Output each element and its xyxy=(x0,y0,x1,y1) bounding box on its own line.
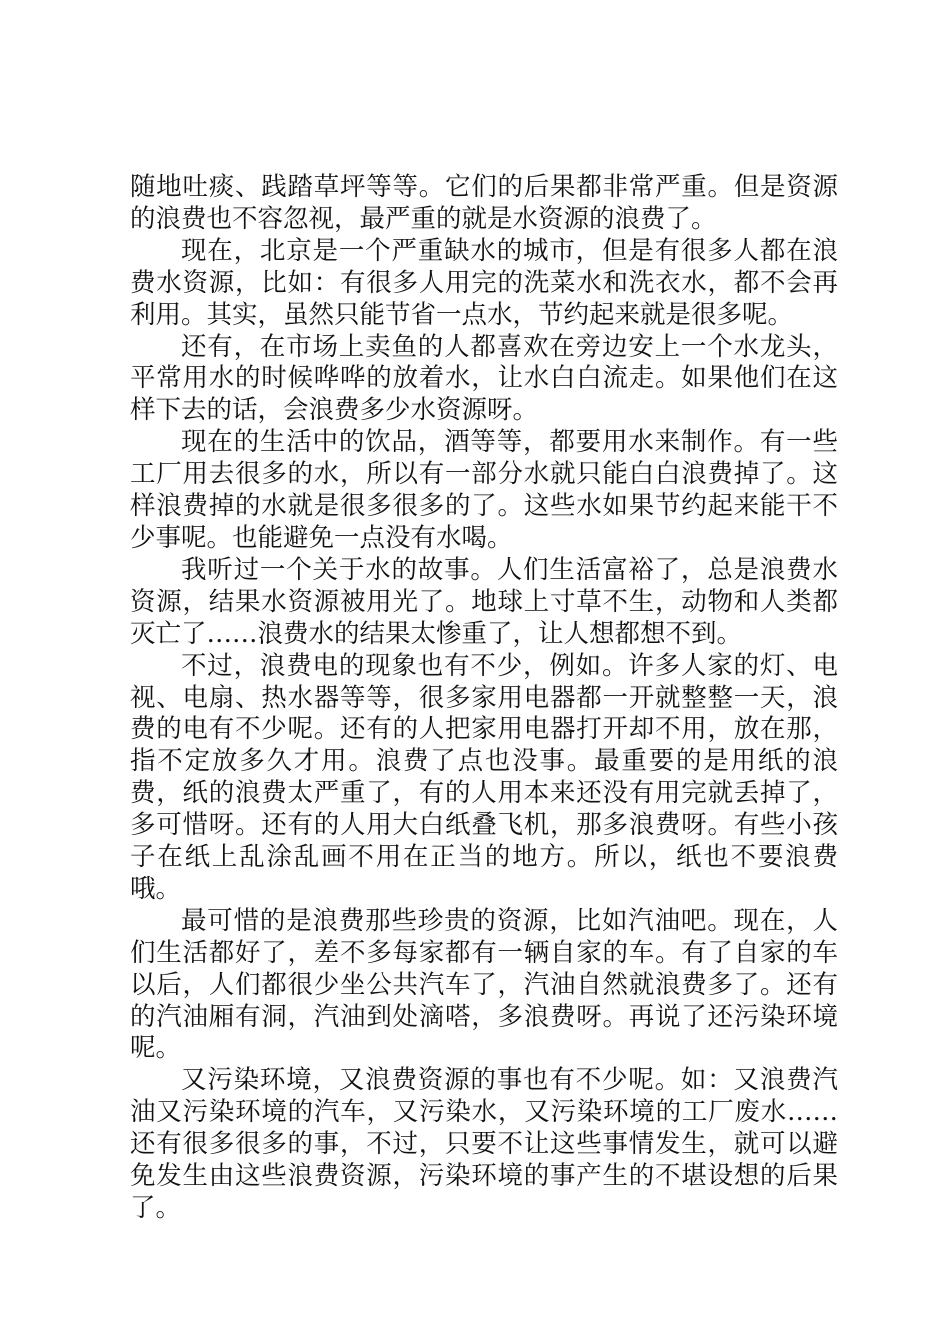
paragraph-4: 现在的生活中的饮品，酒等等，都要用水来制作。有一些工厂用去很多的水，所以有一部分水就只能白白浪费掉了。这样浪费掉的水就是很多很多的了。这些水如果节约起来能干不少事呢。也能避免一点没有水喝。 xyxy=(130,427,838,553)
paragraph-8: 又污染环境，又浪费资源的事也有不少呢。如：又浪费汽油又污染环境的汽车，又污染水，又污染环境的工厂废水……还有很多很多的事，不过，只要不让这些事情发生，就可以避免发生由这些浪费资源，污染环境的事产生的不堪设想的后果了。 xyxy=(130,1065,838,1223)
document-body xyxy=(130,172,838,1225)
paragraph-6: 不过，浪费电的现象也有不少，例如。许多人家的灯、电视、电扇、热水器等等，很多家用电器都一开就整整一天，浪费的电有不少呢。还有的人把家用电器打开却不用，放在那，指不定放多久才用。浪费了点也没事。最重要的是用纸的浪费，纸的浪费太严重了，有的人用本来还没有用完就丢掉了，多可惜呀。还有的人用大白纸叠飞机，那多浪费呀。有些小孩子在纸上乱涂乱画不用在正当的地方。所以，纸也不要浪费哦。 xyxy=(130,650,838,904)
paragraph-7: 最可惜的是浪费那些珍贵的资源，比如汽油吧。现在，人们生活都好了，差不多每家都有一辆自家的车。有了自家的车以后，人们都很少坐公共汽车了，汽油自然就浪费多了。还有的汽油厢有洞，汽油到处滴嗒，多浪费呀。再说了还污染环境呢。 xyxy=(130,905,838,1064)
paragraph-5: 我听过一个关于水的故事。人们生活富裕了，总是浪费水资源，结果水资源被用光了。地球上寸草不生，动物和人类都灭亡了……浪费水的结果太惨重了，让人想都想不到。 xyxy=(130,554,838,649)
paragraph-2: 现在，北京是一个严重缺水的城市，但是有很多人都在浪费水资源，比如：有很多人用完的洗菜水和洗衣水，都不会再利用。其实，虽然只能节省一点水，节约起来就是很多呢。 xyxy=(130,235,838,330)
paragraph-3: 还有，在市场上卖鱼的人都喜欢在旁边安上一个水龙头，平常用水的时候哗哗的放着水，让水白白流走。如果他们在这样下去的话，会浪费多少水资源呀。 xyxy=(130,331,838,426)
paragraph-1: 随地吐痰、践踏草坪等等。它们的后果都非常严重。但是资源的浪费也不容忽视，最严重的就是水资源的浪费了。 xyxy=(130,172,838,234)
